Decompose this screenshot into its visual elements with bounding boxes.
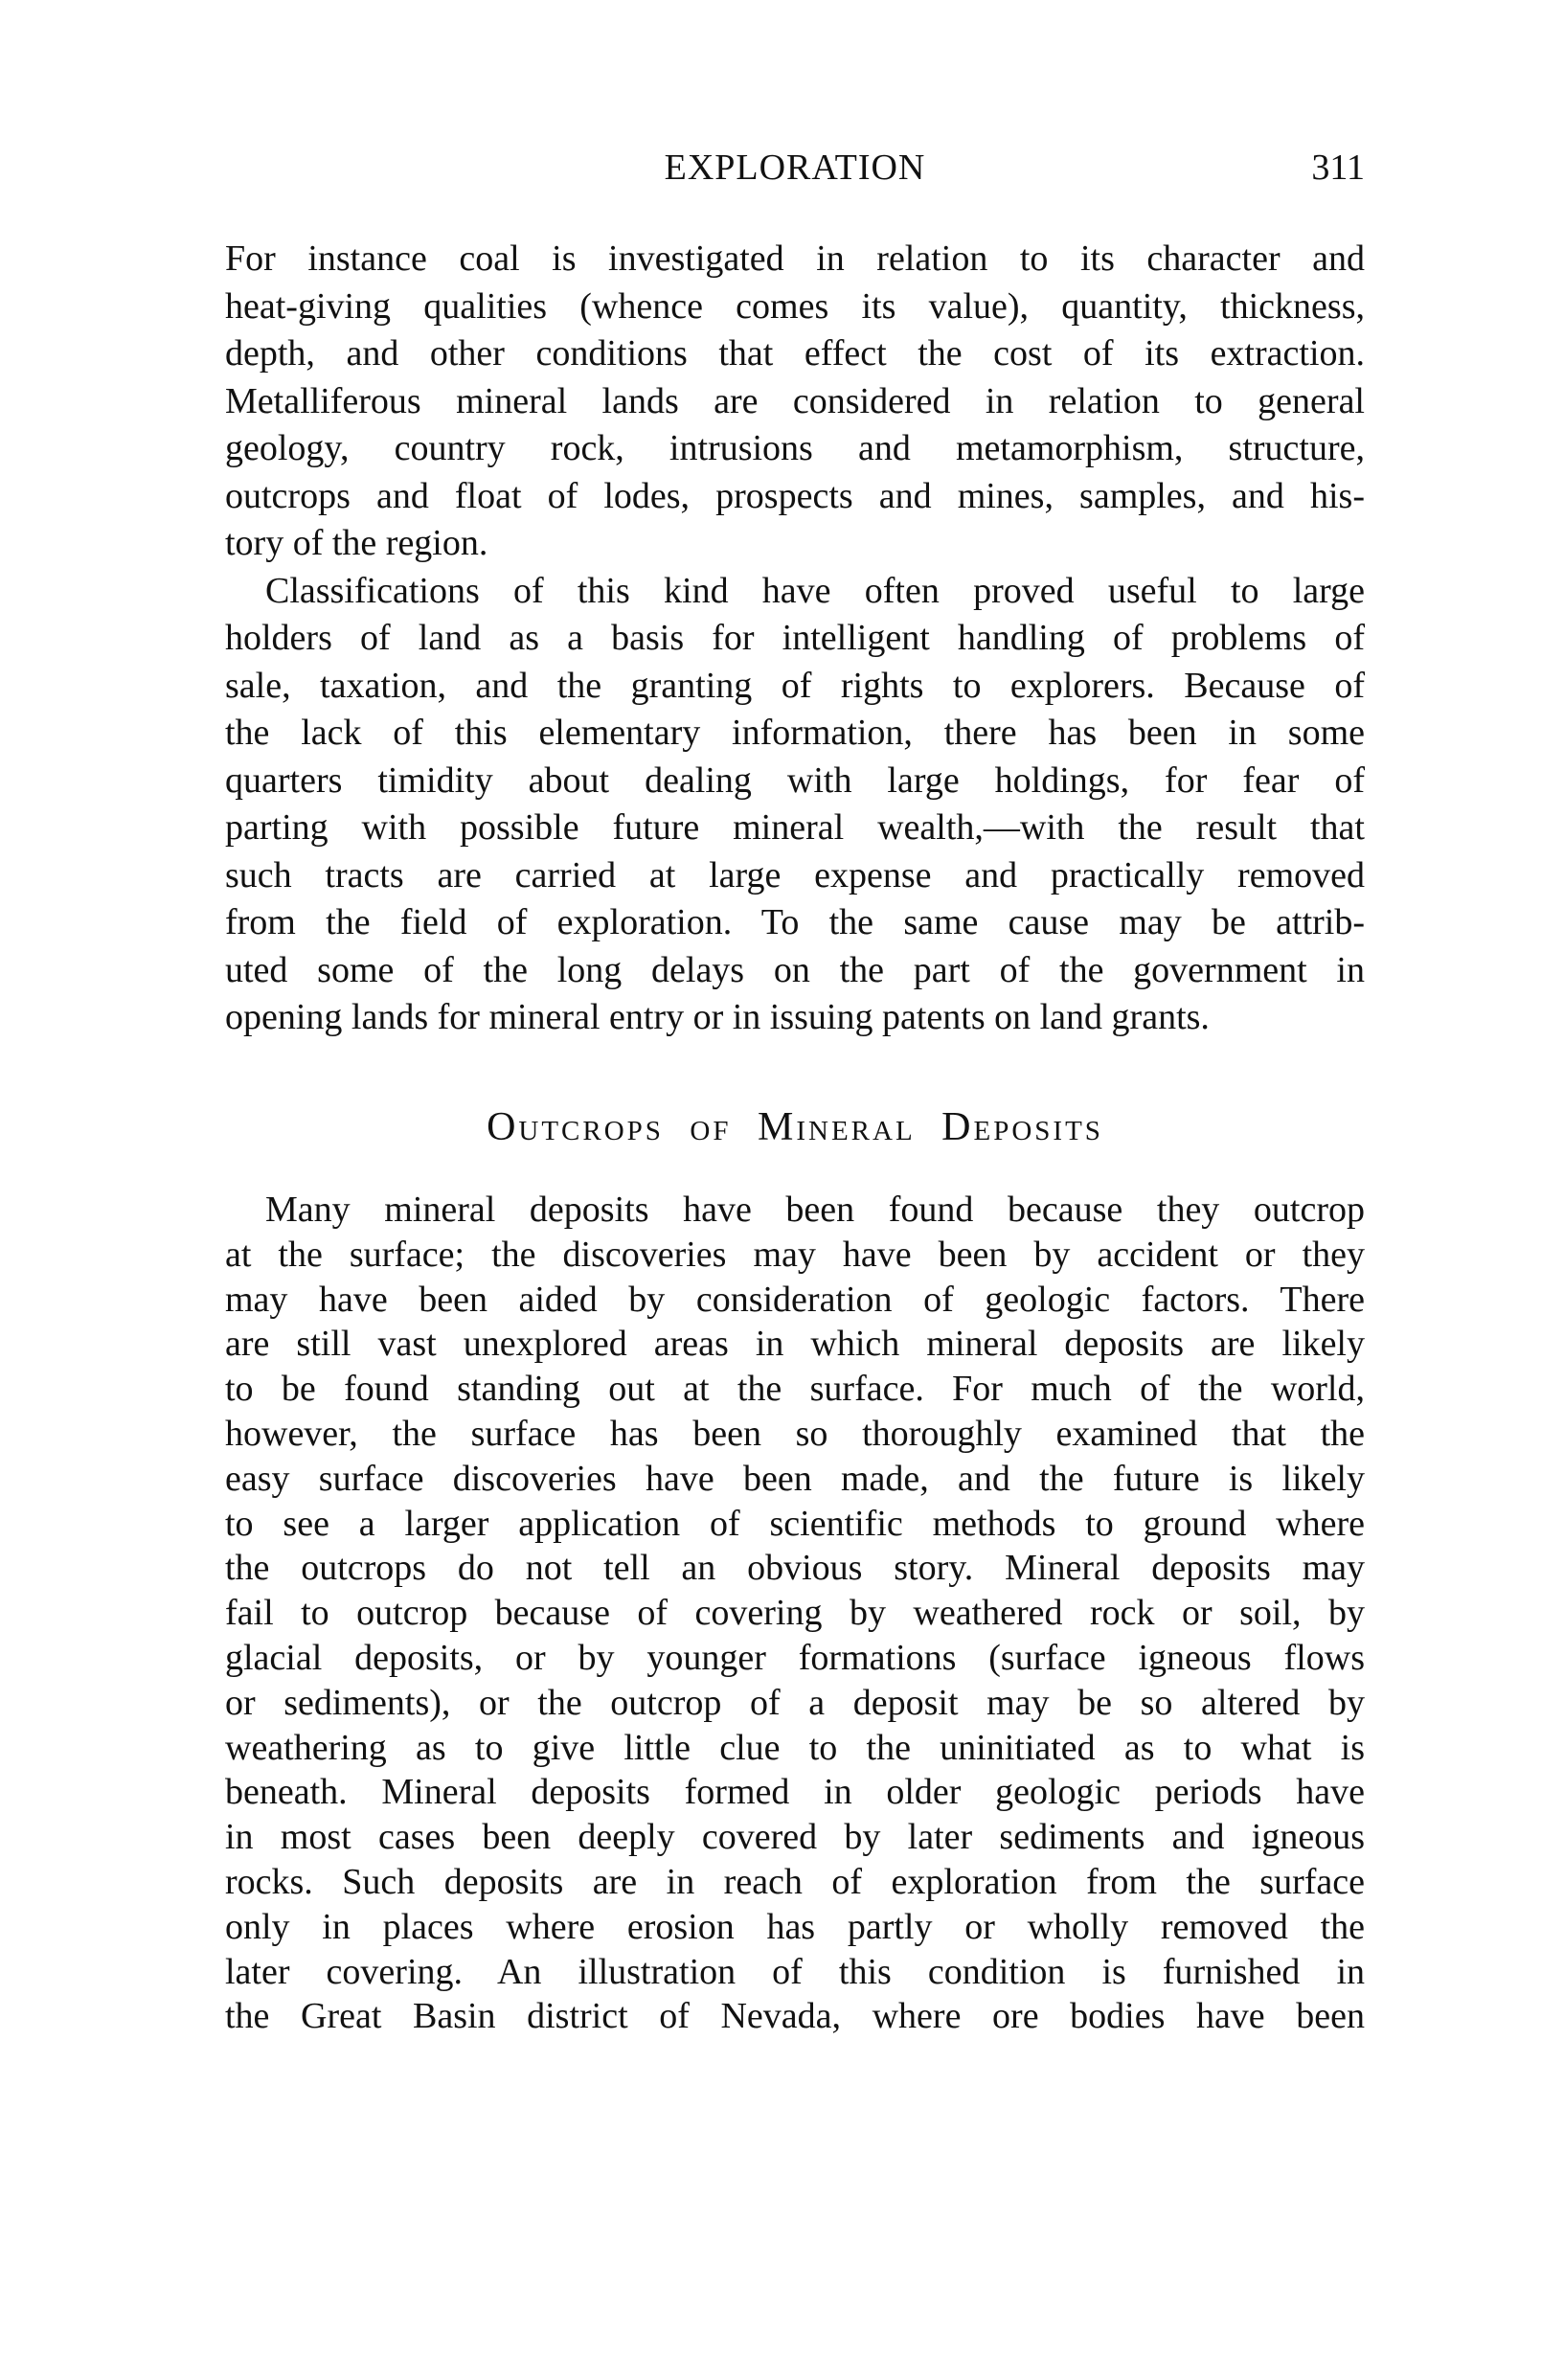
text-line: from the field of exploration. To the same cause may be attrib- (225, 902, 1365, 942)
text-line: however, the surface has been so thoroughly examined that the (225, 1413, 1365, 1454)
text-line: outcrops and float of lodes, prospects and mines, samples, and his- (225, 475, 1365, 516)
text-line: parting with possible future mineral wealth,—with the result that (225, 807, 1365, 848)
text-line: sale, taxation, and the granting of rights to explorers. Because of (225, 665, 1365, 706)
running-title: EXPLORATION (664, 147, 926, 188)
text-line: such tracts are carried at large expense and practically removed (225, 854, 1365, 895)
text-line: easy surface discoveries have been made, and the future is likely (225, 1458, 1365, 1499)
text-line: fail to outcrop because of covering by weathered rock or soil, by (225, 1593, 1365, 1634)
text-line: in most cases been deeply covered by later sediments and igneous (225, 1817, 1365, 1858)
text-line: quarters timidity about dealing with large holdings, for fear of (225, 759, 1365, 801)
paragraph-outcrops (225, 1188, 1365, 2039)
text-line: Classifications of this kind have often proved useful to large (265, 570, 1365, 611)
text-line: beneath. Mineral deposits formed in older geologic periods have (225, 1772, 1365, 1813)
paragraph-coal-investigation (225, 236, 1365, 568)
text-line: holders of land as a basis for intelligent handling of problems of (225, 618, 1365, 658)
paragraph-classifications (225, 568, 1365, 1042)
text-line: glacial deposits, or by younger formations (surface igneous flows (225, 1637, 1365, 1678)
text-line: to be found standing out at the surface. For much of the world, (225, 1369, 1365, 1410)
text-line: or sediments), or the outcrop of a deposit may be so altered by (225, 1682, 1365, 1723)
text-line: Many mineral deposits have been found because they outcrop (265, 1190, 1365, 1230)
running-head (225, 144, 1365, 192)
text-line: are still vast unexplored areas in which mineral deposits are likely (225, 1324, 1365, 1365)
text-line: For instance coal is investigated in relation to its character and (225, 238, 1365, 279)
text-line: weathering as to give little clue to the uninitiated as to what is (225, 1727, 1365, 1768)
text-line: the outcrops do not tell an obvious story. Mineral deposits may (225, 1548, 1365, 1589)
section-2-text (225, 1188, 1365, 2039)
page-number: 311 (1311, 147, 1365, 188)
text-line: depth, and other conditions that effect the cost of its extraction. (225, 333, 1365, 374)
text-line: geology, country rock, intrusions and metamorphism, structure, (225, 428, 1365, 468)
text-line: uted some of the long delays on the part of the government in (225, 949, 1365, 990)
text-line: only in places where erosion has partly or wholly removed the (225, 1906, 1365, 1947)
text-line: to see a larger application of scientific methods to ground where (225, 1503, 1365, 1544)
text-line: tory of the region. (225, 523, 488, 563)
section-heading: Outcrops of Mineral Deposits (487, 1105, 1103, 1149)
text-line: may have been aided by consideration of geologic factors. There (225, 1279, 1365, 1320)
text-line: Metalliferous mineral lands are considered in relation to general (225, 380, 1365, 421)
text-line: the Great Basin district of Nevada, where ore bodies have been (225, 1996, 1365, 2037)
text-line: the lack of this elementary information, there has been in some (225, 713, 1365, 753)
section-1-text (225, 236, 1365, 1042)
text-line: rocks. Such deposits are in reach of exploration from the surface (225, 1861, 1365, 1902)
text-line: opening lands for mineral entry or in issuing patents on land grants. (225, 997, 1210, 1037)
text-line: heat-giving qualities (whence comes its value), quantity, thickness, (225, 285, 1365, 327)
text-line: at the surface; the discoveries may have been by accident or they (225, 1234, 1365, 1275)
text-line: later covering. An illustration of this condition is furnished in (225, 1951, 1365, 1992)
